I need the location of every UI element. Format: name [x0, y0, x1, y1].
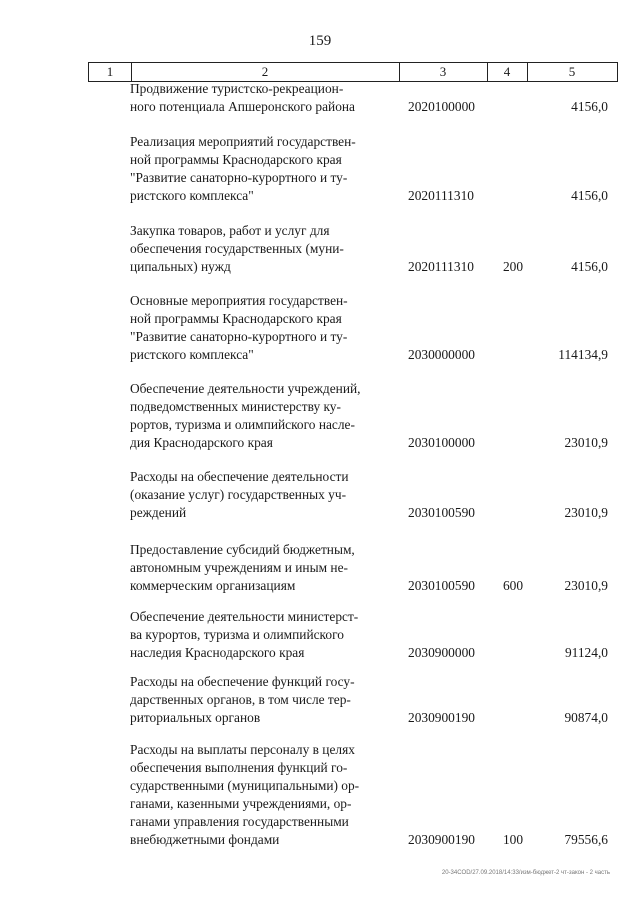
row-code: 2030900190	[408, 710, 475, 725]
row-amount: 23010,9	[564, 505, 608, 520]
table-row	[130, 468, 620, 522]
description-line: коммерческим организациям	[130, 578, 296, 593]
row-code: 2030900190	[408, 832, 475, 847]
description-line: Расходы на обеспечение функций госу-	[130, 674, 355, 689]
description-line: дарственных органов, в том числе тер-	[130, 692, 351, 707]
description-line: риториальных органов	[130, 710, 261, 725]
column-header-2: 2	[261, 64, 269, 79]
description-line: Расходы на выплаты персоналу в целях	[130, 742, 355, 757]
row-amount: 4156,0	[571, 259, 608, 274]
description-line: ной программы Краснодарского края	[130, 311, 342, 326]
row-description	[130, 741, 393, 849]
row-code: 2030100590	[408, 578, 475, 593]
table-header	[88, 62, 618, 82]
row-amount: 4156,0	[571, 99, 608, 114]
row-description	[130, 222, 393, 276]
description-line: ристского комплекса"	[130, 347, 254, 362]
row-amount: 23010,9	[564, 578, 608, 593]
description-line: ва курортов, туризма и олимпийского	[130, 627, 344, 642]
description-line: Основные мероприятия государствен-	[130, 293, 348, 308]
table-row	[130, 541, 620, 595]
table-row	[130, 741, 620, 849]
table-row	[130, 133, 620, 205]
row-description	[130, 133, 393, 205]
description-line: Обеспечение деятельности министерст-	[130, 609, 359, 624]
description-line: ного потенциала Апшеронского района	[130, 99, 355, 114]
description-line: ганами управления государственными	[130, 814, 349, 829]
description-line: ной программы Краснодарского края	[130, 152, 342, 167]
column-header-1: 1	[106, 64, 114, 79]
row-amount: 4156,0	[571, 188, 608, 203]
description-line: реждений	[130, 505, 187, 520]
row-description	[130, 80, 393, 116]
description-line: Предоставление субсидий бюджетным,	[130, 542, 355, 557]
description-line: Закупка товаров, работ и услуг для	[130, 223, 330, 238]
description-line: Продвижение туристско-рекреацион-	[130, 81, 344, 96]
description-line: внебюджетными фондами	[130, 832, 280, 847]
row-amount: 79556,6	[564, 832, 608, 847]
description-line: ристского комплекса"	[130, 188, 254, 203]
description-line: (оказание услуг) государственных уч-	[130, 487, 347, 502]
row-code: 2020100000	[408, 99, 475, 114]
description-line: Обеспечение деятельности учреждений,	[130, 381, 361, 396]
description-line: обеспечения выполнения функций го-	[130, 760, 348, 775]
row-code: 2020111310	[408, 259, 474, 274]
row-amount: 90874,0	[564, 710, 608, 725]
table-row	[130, 608, 620, 662]
description-line: Реализация мероприятий государствен-	[130, 134, 356, 149]
row-code: 2030100000	[408, 435, 475, 450]
description-line: подведомственных министерству ку-	[130, 399, 341, 414]
description-line: рортов, туризма и олимпийского насле-	[130, 417, 355, 432]
row-description	[130, 541, 393, 595]
column-header-4: 4	[503, 64, 511, 79]
table-row	[130, 673, 620, 727]
row-code: 2030000000	[408, 347, 475, 362]
footer-stamp: 20-34COD/27.09.2018/14:33/изм-бюджет-2 чт-закон - 2 часть	[441, 870, 610, 876]
row-amount: 114134,9	[558, 347, 608, 362]
row-expense-type: 100	[502, 832, 524, 847]
table-row	[130, 292, 620, 364]
row-expense-type: 600	[502, 578, 524, 593]
description-line: "Развитие санаторно-курортного и ту-	[130, 170, 348, 185]
description-line: сударственными (муниципальными) ор-	[130, 778, 360, 793]
table-row	[130, 380, 620, 452]
page-number: 159	[308, 33, 332, 49]
description-line: автономным учреждениям и иным не-	[130, 560, 348, 575]
row-description	[130, 292, 393, 364]
row-code: 2020111310	[408, 188, 474, 203]
row-code: 2030100590	[408, 505, 475, 520]
row-description	[130, 608, 393, 662]
description-line: обеспечения государственных (муни-	[130, 241, 344, 256]
description-line: дия Краснодарского края	[130, 435, 273, 450]
table-row	[130, 80, 620, 116]
row-description	[130, 380, 393, 452]
column-header-5: 5	[568, 64, 576, 79]
row-amount: 91124,0	[564, 645, 608, 660]
row-amount: 23010,9	[564, 435, 608, 450]
description-line: "Развитие санаторно-курортного и ту-	[130, 329, 348, 344]
description-line: ганами, казенными учреждениями, ор-	[130, 796, 352, 811]
description-line: Расходы на обеспечение деятельности	[130, 469, 349, 484]
description-line: ципальных) нужд	[130, 259, 231, 274]
description-line: наследия Краснодарского края	[130, 645, 305, 660]
column-header-3: 3	[439, 64, 447, 79]
row-expense-type: 200	[502, 259, 524, 274]
row-code: 2030900000	[408, 645, 475, 660]
table-row	[130, 222, 620, 276]
row-description	[130, 673, 393, 727]
row-description	[130, 468, 393, 522]
